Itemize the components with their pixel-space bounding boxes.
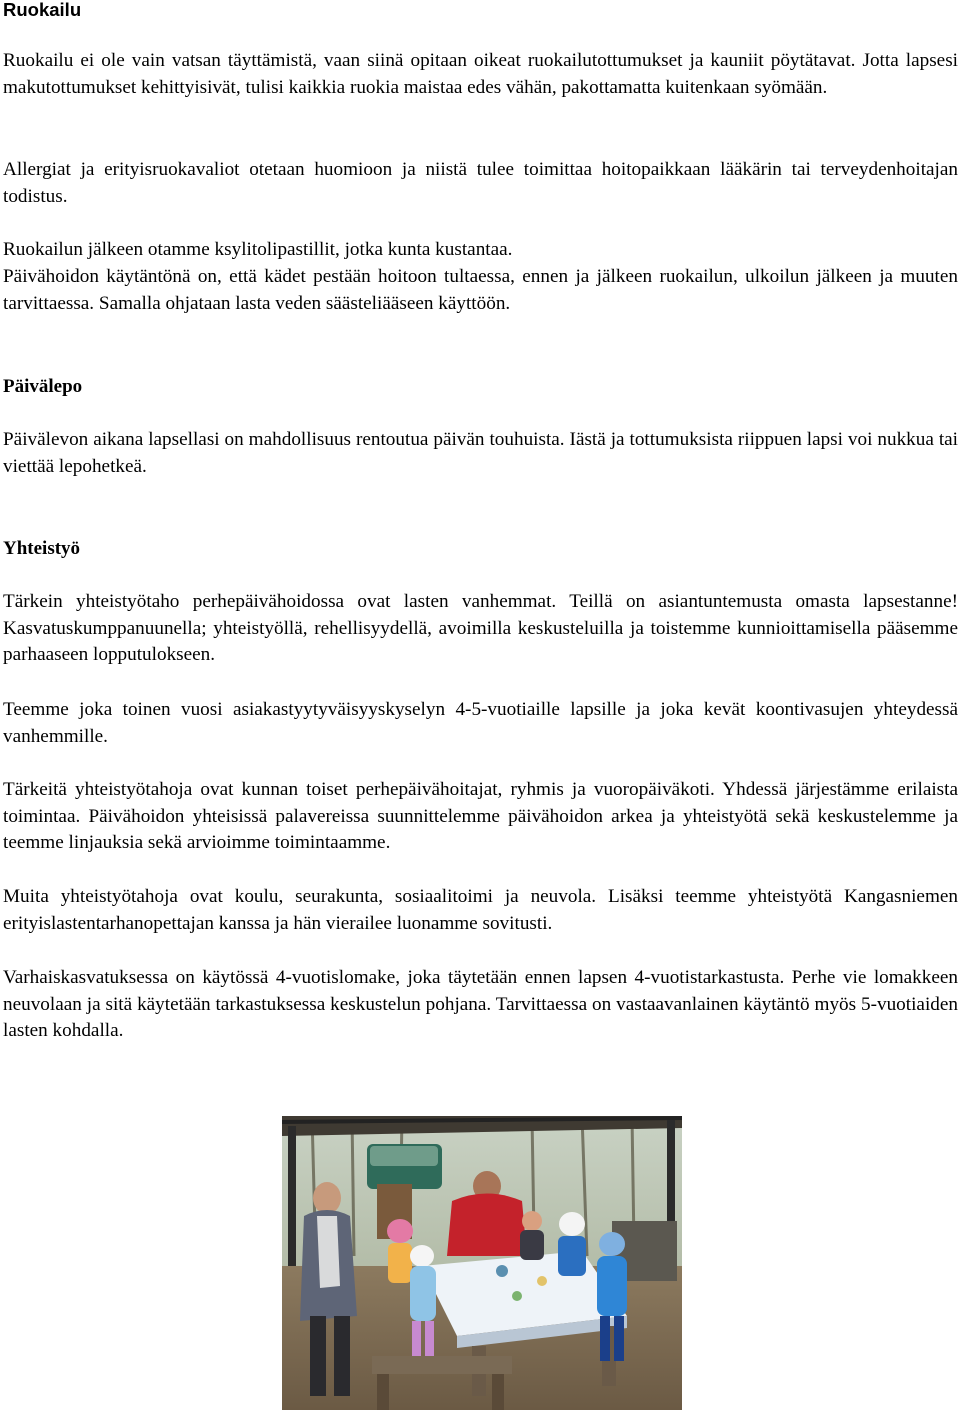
- paragraph-yhteistyo-3: Tärkeitä yhteistyötahoja ovat kunnan toiset perhepäivähoitajat, ryhmis ja vuoropäiväkoti. Yhdessä järjestämme erilaista toimintaa. Päivähoidon yhteisissä palavereissa suunnittelemme päivähoidon arkea ja yhteistyötä sekä keskustelemme ja teemme linjauksia sekä arvioimme toimintaamme.: [3, 779, 958, 854]
- photo-children-outdoor-table: [282, 1116, 682, 1410]
- paragraph-ruokailu-1: Ruokailu ei ole vain vatsan täyttämistä, vaan siinä opitaan oikeat ruokailutottumukset ja kauniit pöytätavat. Jotta lapsesi makutottumukset kehittyisivät, tulisi kaikkia ruokia maistaa edes vähän, pakottamatta kuitenkaan syömään.: [3, 50, 958, 98]
- paragraph-yhteistyo-4: Muita yhteistyötahoja ovat koulu, seurakunta, sosiaalitoimi ja neuvola. Lisäksi teemme yhteistyötä Kangasniemen erityislastentarhanopettajan kanssa ja hän vierailee luonamme sovitusti.: [3, 886, 958, 934]
- section-title-paivalepo: Päivälepo: [3, 376, 83, 397]
- paragraph-yhteistyo-1: Tärkein yhteistyötaho perhepäivähoidossa ovat lasten vanhemmat. Teillä on asiantuntemusta omasta lapsestanne! Kasvatuskumppanuunella; yhteistyöllä, rehellisyydellä, avoimilla keskusteluilla ja toistemme kunnioittamisella pääsemme parhaaseen lopputulokseen.: [3, 591, 958, 666]
- section-title-yhteistyo: Yhteistyö: [3, 538, 81, 559]
- photo-illustration: [282, 1116, 682, 1410]
- paragraph-yhteistyo-2: Teemme joka toinen vuosi asiakastyytyväisyyskyselyn 4-5-vuotiaille lapsille ja joka kevät koontivasujen yhteydessä vanhemmille.: [3, 699, 958, 747]
- paragraph-paivalepo-1: Päivälevon aikana lapsellasi on mahdollisuus rentoutua päivän touhuista. Iästä ja tottumuksista riippuen lapsi voi nukkua tai viettää lepohetkeä.: [3, 429, 958, 477]
- paragraph-ruokailu-3b: Päivähoidon käytäntönä on, että kädet pestään hoitoon tultaessa, ennen ja jälkeen ruokailun, ulkoilun jälkeen ja muuten tarvittaessa. Samalla ohjataan lasta veden säästeliääseen käyttöön.: [3, 266, 958, 314]
- paragraph-ruokailu-3a: Ruokailun jälkeen otamme ksylitolipastillit, jotka kunta kustantaa.: [3, 239, 513, 260]
- section-title-ruokailu: Ruokailu: [3, 0, 82, 20]
- paragraph-yhteistyo-5: Varhaiskasvatuksessa on käytössä 4-vuotislomake, joka täytetään ennen lapsen 4-vuotistarkastusta. Perhe vie lomakkeen neuvolaan ja sitä käytetään tarkastuksessa keskustelun pohjana. Tarvittaessa on vastaavanlainen käytäntö myös 5-vuotiaiden lasten kohdalla.: [3, 967, 958, 1042]
- paragraph-ruokailu-2: Allergiat ja erityisruokavaliot otetaan huomioon ja niistä tulee toimittaa hoitopaikkaan lääkärin tai terveydenhoitajan todistus.: [3, 159, 958, 207]
